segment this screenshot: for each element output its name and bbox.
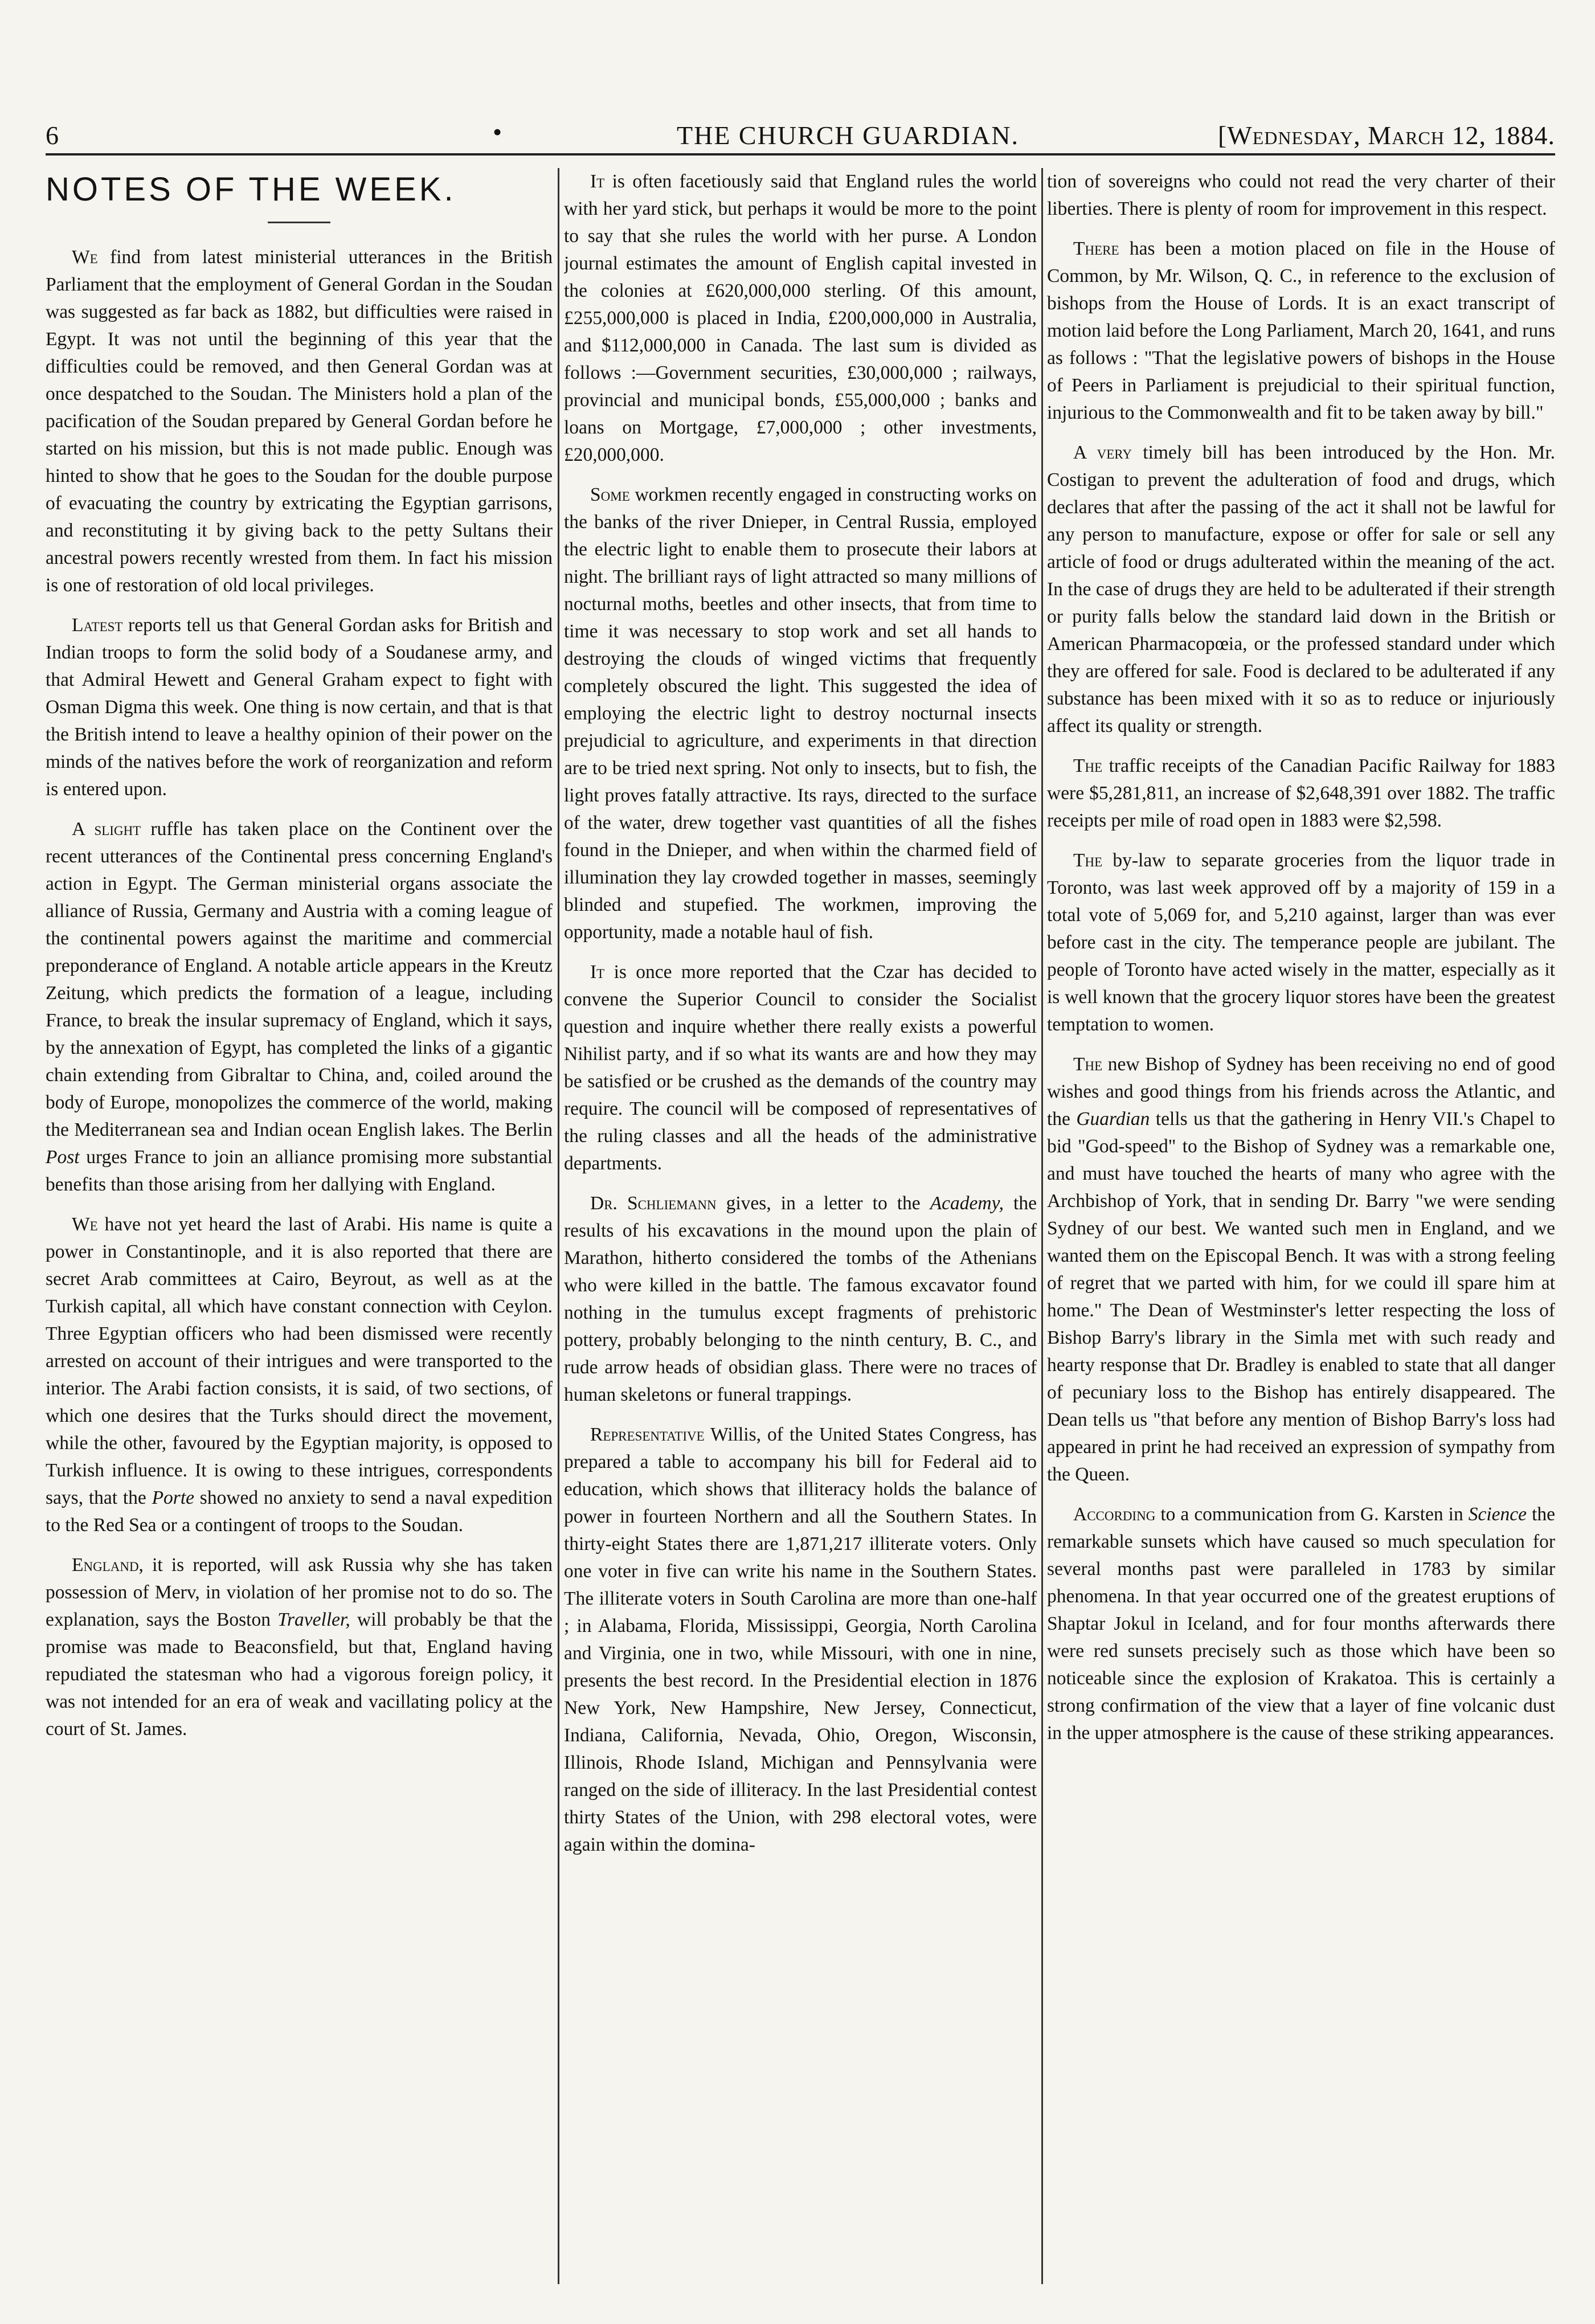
paragraph-text: find from latest ministerial utterances in the British Parliament that the employment of General Gordan in the Soudan was suggested as far back as 1882, but difficulties were raised in Egypt. It was not until the beginning of this year that the difficulties could be removed, and then General Gordan was at once despatched to the Soudan. The Ministers hold a plan of the pacification of the Soudan prepared by General Gordan before he started on his mission, but this is not made public. Enough was hinted to show that he goes to the Soudan for the double purpose of evacuating the country by extricating the Egyptian garrisons, and reconstituting it by giving back to the petty Sultans their ancestral powers recently wrested from them. In fact his mission is one of restoration of old local privileges. — [46, 247, 553, 596]
paragraph-text: workmen recently engaged in constructing works on the banks of the river Dnieper, in Central Russia, employed the electric light to enable them to prosecute their labors at night. The brilliant rays of light attracted so many millions of nocturnal moths, beetles and other insects, that from time to time it was necessary to stop work and set all hands to destroying the clouds of winged victims that frequently completely obscured the light. This suggested the idea of employing the electric light to destroy nocturnal insects prejudicial to agriculture, and experiments in that direction are to be tried next spring. Not only to insects, but to fish, the light proves fatally attractive. Its rays, directed to the surface of the water, drew together vast quantities of all the fishes found in the Dnieper, and when within the charmed field of illumination they lay crowded together in masses, seemingly blinded and stupefied. The workmen, improving the opportunity, made a notable haul of fish. — [564, 484, 1037, 943]
lead-word: Dr. Schliemann — [590, 1193, 717, 1214]
paragraph-text: new Bishop of Sydney has been receiving no end of good wishes and good things from his friends across the Atlantic, and the — [1047, 1054, 1555, 1130]
article-paragraph — [564, 1190, 1037, 1409]
article-paragraph — [1047, 1501, 1555, 1747]
italic-title: Guardian — [1076, 1108, 1150, 1130]
lead-word: There — [1073, 238, 1119, 259]
italic-title: Porte — [152, 1487, 195, 1508]
paragraph-text: gives, in a letter to the — [716, 1193, 930, 1214]
column-divider — [1041, 168, 1043, 2284]
column-3 — [1047, 168, 1555, 2287]
section-heading: NOTES OF THE WEEK. — [46, 171, 456, 208]
lead-word: The — [1073, 850, 1103, 871]
page-number: 6 — [46, 121, 59, 150]
article-paragraph — [1047, 847, 1555, 1038]
continued-paragraph: tion of sovereigns who could not read the very charter of their liberties. There is plenty of room for improvement in this respect. — [1047, 171, 1555, 219]
paragraph-text: the remarkable sunsets which have caused so much speculation for several months past were paralleled in 1783 by similar phenomena. In that year occurred one of the greatest eruptions of Shaptar Jokul in Iceland, and for four months afterwards there were red sunsets precisely such as those which have been so noticeable since the explosion of Krakatoa. This is certainly a strong confirmation of the view that a layer of fine volcanic dust in the upper atmosphere is the cause of these striking appearances. — [1047, 1504, 1555, 1744]
article-paragraph — [46, 1552, 553, 1743]
italic-title: Science — [1468, 1504, 1527, 1525]
article-paragraph — [564, 481, 1037, 946]
lead-word: Representative — [590, 1424, 705, 1445]
article-paragraph — [46, 1211, 553, 1539]
paragraph-text: reports tell us that General Gordan asks for British and Indian troops to form the solid body of a Soudanese army, and that Admiral Hewett and General Graham expect to fight with Osman Digma this week. One thing is now certain, and that is that the British intend to leave a healthy opinion of their power on the minds of the natives before the work of reorganization and reform is entered upon. — [46, 615, 553, 800]
lead-word: England, — [72, 1554, 144, 1576]
paragraph-text: timely bill has been introduced by the Hon. Mr. Costigan to prevent the adulteration of food and drugs, which declares that after the passing of the act it shall not be lawful for any person to manufacture, expose or offer for sale or sell any article of food or drugs adulterated within the meaning of the act. In the case of drugs they are held to be adulterated if their strength or purity falls below the standard laid down in the British or American Pharmacopœia, or the professed standard under which they are offered for sale. Food is declared to be adulterated if any substance has been mixed with it so as to reduce or injuriously affect its quality or strength. — [1047, 442, 1555, 737]
paragraph-text: is often facetiously said that England rules the world with her yard stick, but perhaps it would be more to the point to say that she rules the world with her purse. A London journal estimates the amount of English capital invested in the colonies at £620,000,000 sterling. Of this amount, £255,000,000 is placed in India, £200,000,000 in Australia, and $112,000,000 in Canada. The last sum is divided as follows :—Government securities, £30,000,000 ; railways, provincial and municipal bonds, £55,000,000 ; banks and loans on Mortgage, £7,000,000 ; other investments, £20,000,000. — [564, 171, 1037, 465]
article-paragraph — [564, 959, 1037, 1177]
paragraph-text: urges France to join an alliance promising more substantial benefits than those arising from her dallying with England. — [46, 1147, 553, 1195]
paragraph-text: tells us that the gathering in Henry VII.'s Chapel to bid "God-speed" to the Bishop of Sydney was a remarkable one, and must have touched the hearts of many who agree with the Archbishop of York, that in sending Dr. Barry "we were sending Sydney of our best. We wanted such men in England, and we wanted them on the Episcopal Bench. It was with a strong feeling of regret that we parted with him, for we could ill spare him at home." The Dean of Westminster's letter respecting the loss of Bishop Barry's library in the Simla met with such ready and hearty response that Dr. Bradley is enabled to state that all danger of pecuniary loss to the Bishop has entirely disappeared. The Dean tells us "that before any mention of Bishop Barry's loss had appeared in print he had received an expression of sympathy from the Queen. — [1047, 1108, 1555, 1485]
paragraph-text: will probably be that the promise was made to Beaconsfield, but that, England having repudiated the statesman who had a vigorous foreign policy, it was not intended for an era of weak and vacillating policy at the court of St. James. — [46, 1609, 553, 1740]
paragraph-text: to a communication from G. Karsten in — [1155, 1504, 1469, 1525]
article-paragraph — [1047, 439, 1555, 740]
issue-date: [Wednesday, March 12, 1884. — [1217, 121, 1555, 150]
italic-title: Academy, — [930, 1193, 1004, 1214]
heading-rule — [268, 222, 330, 223]
lead-word: We — [72, 1214, 98, 1235]
article-paragraph — [46, 816, 553, 1198]
italic-title: Traveller, — [277, 1609, 350, 1630]
page-header — [46, 117, 1555, 157]
lead-word: The — [1073, 1054, 1103, 1075]
column-1 — [46, 168, 553, 2287]
separator-mark: • — [493, 117, 503, 146]
lead-word: A very — [1073, 442, 1132, 463]
column-2 — [564, 168, 1037, 2287]
article-paragraph — [1047, 752, 1555, 834]
lead-word: According — [1073, 1504, 1156, 1525]
article-paragraph — [564, 168, 1037, 469]
paragraph-text: traffic receipts of the Canadian Pacific Railway for 1883 were $5,281,811, an increase of $2,648,391 over 1882. The traffic receipts per mile of road open in 1883 were $2,598. — [1047, 755, 1555, 831]
article-paragraph — [46, 244, 553, 599]
newspaper-title: THE CHURCH GUARDIAN. — [677, 121, 1019, 150]
lead-word: Latest — [72, 615, 123, 636]
lead-word: Some — [590, 484, 630, 505]
paragraph-text: by-law to separate groceries from the liquor trade in Toronto, was last week approved off by a majority of 159 in a total vote of 5,069 for, and 5,210 against, larger than was ever before cast in the city. The temperance people are jubilant. The people of Toronto have acted wisely in the matter, especially as it is well known that the grocery liquor stores have been the greatest temptation to women. — [1047, 850, 1555, 1035]
paragraph-text: have not yet heard the last of Arabi. His name is quite a power in Constantinople, and it is also reported that there are secret Arab committees at Cairo, Beyrout, as well as at the Turkish capital, all which have constant connection with Ceylon. Three Egyptian officers who had been dismissed were recently arrested on account of their intrigues and were transported to the interior. The Arabi faction consists, it is said, of two sections, of which one desires that the Turks should direct the movement, while the other, favoured by the Egyptian majority, is opposed to Turkish influence. It is owing to these intrigues, correspondents says, that the — [46, 1214, 553, 1508]
article-paragraph — [46, 612, 553, 803]
paragraph-text: is once more reported that the Czar has decided to convene the Superior Council to consider the Socialist question and inquire whether there really exists a powerful Nihilist party, and if so what its wants are and how they may be satisfied or be crushed as the demands of the country may require. The council will be composed of representatives of the ruling classes and all the heads of the administrative departments. — [564, 961, 1037, 1174]
italic-title: Post — [46, 1147, 80, 1168]
paragraph-text: Willis, of the United States Congress, has prepared a table to accompany his bill for Federal aid to education, which shows that illiteracy holds the balance of power in fourteen Northern and all the Southern States. In thirty-eight States there are 1,871,217 illiterate voters. Only one voter in five can write his name in the Southern States. The illiterate voters in South Carolina are more than one-half ; in Alabama, Florida, Mississippi, Georgia, North Carolina and Virginia, one in two, while Missouri, with one in nine, presents the best record. In the Presidential election in 1876 New York, New Hampshire, New Jersey, Connecticut, Indiana, California, Nevada, Ohio, Oregon, Wisconsin, Illinois, Rhode Island, Michigan and Pennsylvania were ranged on the side of illiteracy. In the last Presidential contest thirty States of the Union, with 298 electoral votes, were again within the domina- — [564, 1424, 1037, 1855]
article-paragraph — [1047, 235, 1555, 427]
paragraph-text: it is reported, will ask Russia why she has taken possession of Merv, in violation of her promise not to do so. The explanation, says the Boston — [46, 1554, 553, 1630]
article-paragraph — [564, 1421, 1037, 1859]
lead-word: We — [72, 247, 98, 268]
article-paragraph — [1047, 1051, 1555, 1488]
paragraph-text: the results of his excavations in the mound upon the plain of Marathon, hitherto considered the tombs of the Athenians who were killed in the battle. The famous excavator found nothing in the tumulus except fragments of prehistoric pottery, probably belonging to the ninth century, B. C., and rude arrow heads of obsidian glass. There were no traces of human skeletons or funeral trappings. — [564, 1193, 1037, 1405]
paragraph-text: has been a motion placed on file in the House of Common, by Mr. Wilson, Q. C., in reference to the exclusion of bishops from the House of Lords. It is an exact transcript of motion laid before the Long Parliament, March 20, 1641, and runs as follows : "That the legislative powers of bishops in the House of Peers in Parliament is prejudicial to their spiritual function, injurious to the Commonwealth and fit to be taken away by bill." — [1047, 238, 1555, 423]
header-rule — [46, 153, 1555, 156]
lead-word: The — [1073, 755, 1103, 776]
lead-word: It — [590, 961, 605, 983]
paragraph-text: ruffle has taken place on the Continent over the recent utterances of the Continental press concerning England's action in Egypt. The German ministerial organs associate the alliance of Russia, Germany and Austria with a coming league of the continental powers against the maritime and commercial preponderance of England. A notable article appears in the Kreutz Zeitung, which predicts the formation of a league, including France, to break the insular supremacy of England, which it says, by the annexation of Egypt, has completed the links of a gigantic chain extending from Gibraltar to China, and, coiled around the body of Europe, monopolizes the commerce of the world, making the Mediterranean sea and Indian ocean English lakes. The Berlin — [46, 819, 553, 1140]
lead-word: A slight — [72, 819, 141, 840]
paragraph-text: showed no anxiety to send a naval expedition to the Red Sea or a contingent of troops to the Soudan. — [46, 1487, 553, 1536]
lead-word: It — [590, 171, 605, 192]
column-divider — [558, 168, 559, 2284]
